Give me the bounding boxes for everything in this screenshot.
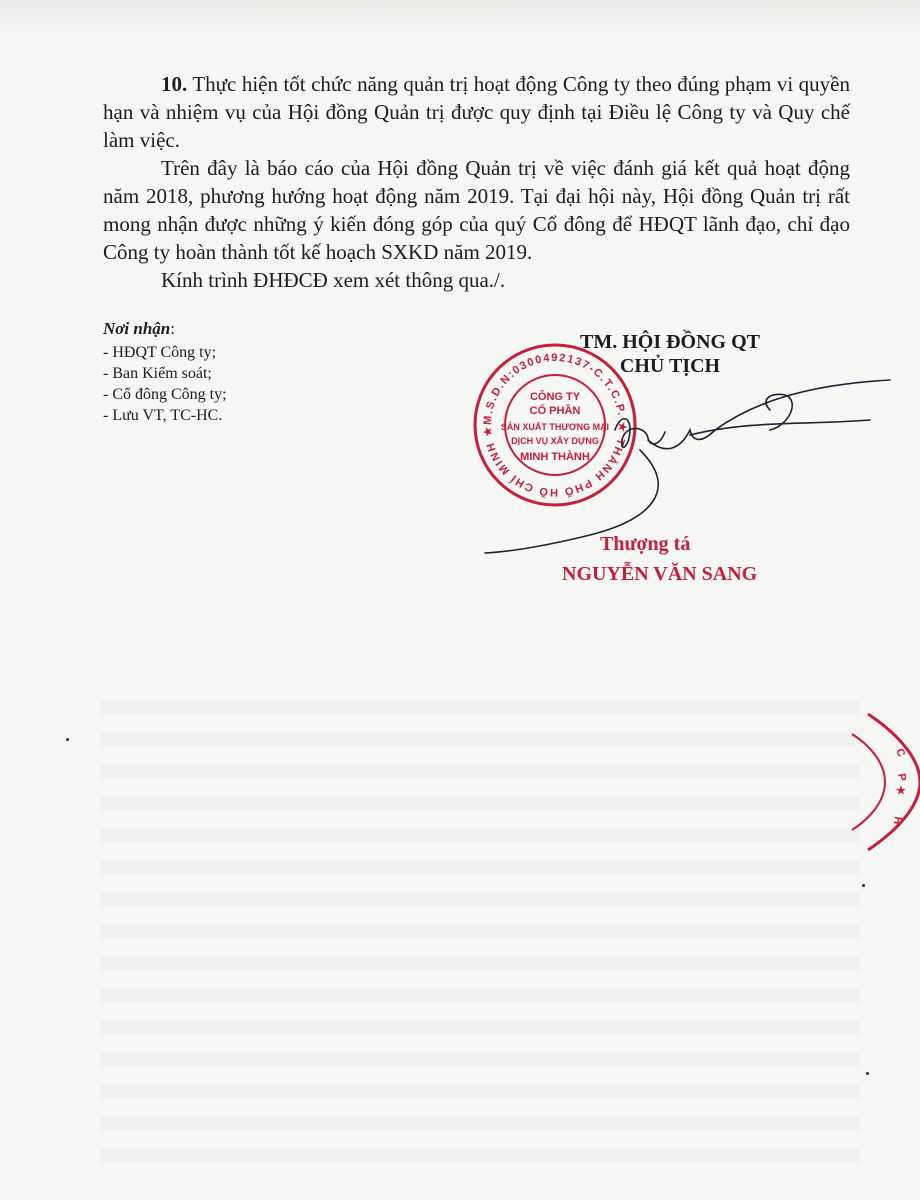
signatory-rank: Thượng tá xyxy=(600,533,691,555)
svg-text:H: H xyxy=(890,815,904,826)
seal-line3: SẢN XUẤT THƯƠNG MẠI xyxy=(500,422,610,432)
recipients-block xyxy=(103,318,227,426)
signatory-name: NGUYỄN VĂN SANG xyxy=(562,563,758,585)
seal-line5: MINH THÀNH xyxy=(520,451,590,463)
item-number: 10. xyxy=(161,72,188,96)
summary-paragraph: Trên đây là báo cáo của Hội đồng Quản trị về việc đánh giá kết quả hoạt động năm 2018, phương hướng hoạt động năm 2019. Tại đại hội này, Hội đồng Quản trị rất mong nhận được những ý kiến đóng góp của quý Cổ đông để HĐQT lãnh đạo, chỉ đạo Công ty hoàn thành tốt kế hoạch SXKD năm 2019. xyxy=(103,156,850,264)
closing-line: Kính trình ĐHĐCĐ xem xét thông qua./. xyxy=(161,268,506,292)
seal-line2: CỔ PHẦN xyxy=(529,405,581,417)
bleed-through-text xyxy=(100,700,860,1180)
signatory-title-line1: TM. HỘI ĐỒNG QT xyxy=(579,331,760,353)
paragraph-10 xyxy=(103,70,850,154)
recipient-item: - Ban Kiểm soát; xyxy=(103,365,212,382)
partial-page-seal xyxy=(840,712,920,852)
recipient-item: - Cổ đông Công ty; xyxy=(103,386,227,403)
seal-ring-text: M.S.D.N:0300492137-C.T.C.P. ★ THÀNH PHỐ HỒ CHÍ MINH ★ xyxy=(481,351,629,499)
scan-speck xyxy=(866,1072,869,1075)
seal-line4: DỊCH VỤ XÂY DỰNG xyxy=(511,436,599,446)
seal-line1: CÔNG TY xyxy=(529,391,581,403)
scan-speck xyxy=(862,884,865,887)
paragraph-10-text: Thực hiện tốt chức năng quản trị hoạt động Công ty theo đúng phạm vi quyền hạn và nhiệm vụ của Hội đồng Quản trị được quy định tại Điều lệ Công ty và Quy chế làm việc. xyxy=(103,72,850,152)
recipients-heading: Nơi nhận: xyxy=(103,319,175,338)
scan-speck xyxy=(66,738,69,741)
recipient-item: - Lưu VT, TC-HC. xyxy=(103,407,223,424)
signatory-title-line2: CHỦ TỊCH xyxy=(619,355,721,377)
svg-text:P: P xyxy=(895,772,908,782)
recipient-item: - HĐQT Công ty; xyxy=(103,344,217,361)
report-body xyxy=(103,70,850,294)
scan-shadow xyxy=(0,0,920,40)
svg-text:★: ★ xyxy=(896,785,906,797)
svg-text:C: C xyxy=(893,746,908,759)
